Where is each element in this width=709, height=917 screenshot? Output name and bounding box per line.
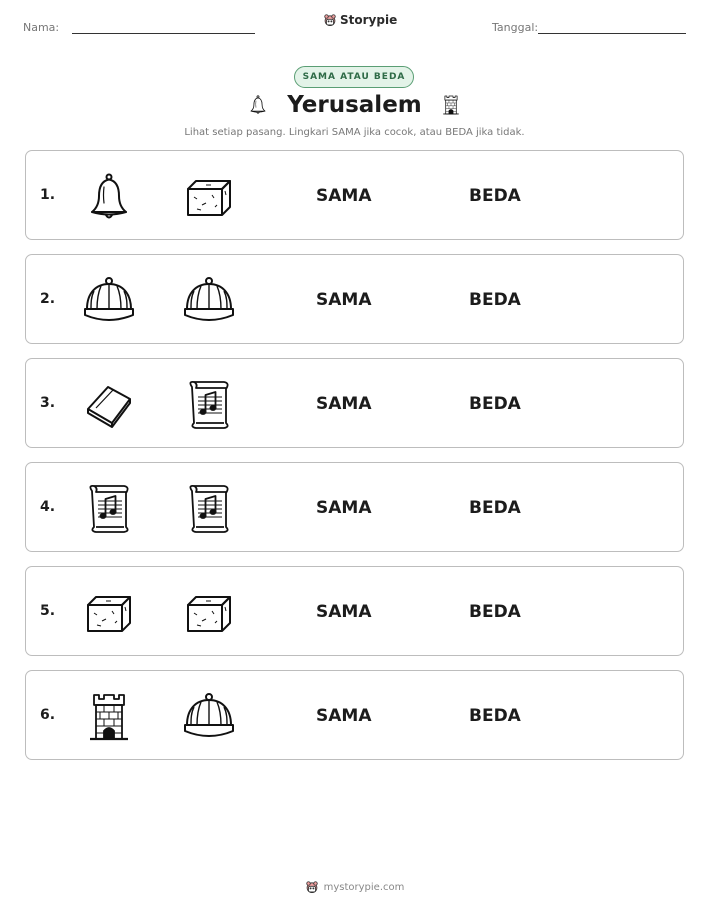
footer [0, 880, 709, 894]
folded-cloth-icon [82, 379, 136, 431]
storypie-brand [323, 13, 397, 27]
pair-row [25, 254, 684, 344]
row-number: 1. [40, 187, 56, 203]
brand-name: Storypie [340, 13, 398, 27]
row-number: 3. [40, 395, 56, 411]
different-option[interactable]: BEDA [469, 498, 521, 518]
different-option[interactable]: BEDA [469, 186, 521, 206]
bell-icon [247, 92, 269, 118]
row-number: 6. [40, 707, 56, 723]
footer-url: mystorypie.com [323, 881, 405, 893]
row-number: 5. [40, 603, 56, 619]
pair-row [25, 462, 684, 552]
different-option[interactable]: BEDA [469, 394, 521, 414]
row-number: 2. [40, 291, 56, 307]
instructions: Lihat setiap pasang. Lingkari SAMA jika cocok, atau BEDA jika tidak. [184, 127, 525, 138]
activity-badge: SAMA ATAU BEDA [294, 66, 414, 88]
stone-block-icon [182, 587, 236, 639]
different-option[interactable]: BEDA [469, 602, 521, 622]
pair-row [25, 358, 684, 448]
pair-row [25, 670, 684, 760]
pair-row [25, 566, 684, 656]
same-option[interactable]: SAMA [316, 498, 372, 518]
different-option[interactable]: BEDA [469, 290, 521, 310]
name-line[interactable] [72, 33, 255, 34]
date-line[interactable] [538, 33, 686, 34]
kippah-icon [182, 275, 236, 327]
same-option[interactable]: SAMA [316, 186, 372, 206]
storypie-logo-icon [323, 13, 337, 27]
pair-row [25, 150, 684, 240]
date-label: Tanggal: [492, 21, 539, 34]
storypie-logo-icon [305, 880, 319, 894]
name-label: Nama: [23, 21, 60, 34]
tower-icon [440, 92, 462, 118]
stone-block-icon [182, 171, 236, 223]
kippah-icon [82, 275, 136, 327]
title-row [0, 92, 709, 118]
different-option[interactable]: BEDA [469, 706, 521, 726]
music-scroll-icon [182, 483, 236, 535]
tower-icon [82, 691, 136, 743]
row-number: 4. [40, 499, 56, 515]
stone-block-icon [82, 587, 136, 639]
music-scroll-icon [82, 483, 136, 535]
kippah-icon [182, 691, 236, 743]
same-option[interactable]: SAMA [316, 602, 372, 622]
same-option[interactable]: SAMA [316, 394, 372, 414]
bell-icon [82, 171, 136, 223]
same-option[interactable]: SAMA [316, 290, 372, 310]
same-option[interactable]: SAMA [316, 706, 372, 726]
page-title: Yerusalem [287, 92, 422, 118]
music-scroll-icon [182, 379, 236, 431]
